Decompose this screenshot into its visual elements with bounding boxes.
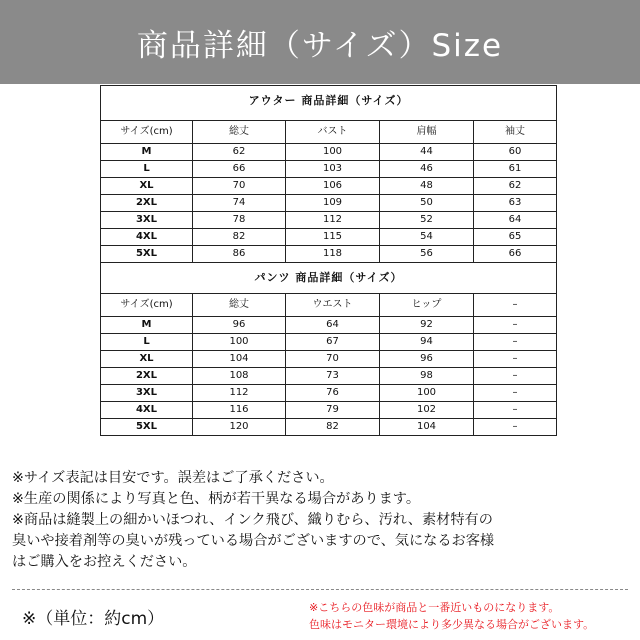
outer-column-header: 肩幅 xyxy=(380,121,474,144)
measurement-cell: – xyxy=(474,334,557,351)
measurement-cell: 118 xyxy=(286,246,380,263)
measurement-cell: 46 xyxy=(380,161,474,178)
size-table-container xyxy=(100,85,556,436)
measurement-cell: 74 xyxy=(193,195,286,212)
measurement-cell: – xyxy=(474,368,557,385)
table-row xyxy=(101,317,557,334)
size-label-cell: XL xyxy=(101,178,193,195)
measurement-cell: 64 xyxy=(474,212,557,229)
outer-column-header: 袖丈 xyxy=(474,121,557,144)
measurement-cell: – xyxy=(474,402,557,419)
size-label-cell: 3XL xyxy=(101,212,193,229)
table-row xyxy=(101,385,557,402)
unit-note: ※（単位：約cm） xyxy=(22,609,165,629)
table-row xyxy=(101,161,557,178)
notes xyxy=(12,468,632,573)
measurement-cell: 66 xyxy=(474,246,557,263)
measurement-cell: 96 xyxy=(193,317,286,334)
pants-column-header: 総丈 xyxy=(193,294,286,317)
size-label-cell: M xyxy=(101,317,193,334)
note-line: 臭いや接着剤等の臭いが残っている場合がございますので、気になるお客様 xyxy=(12,533,495,549)
pants-column-header: ヒップ xyxy=(380,294,474,317)
color-disclaimer xyxy=(309,599,594,633)
measurement-cell: 48 xyxy=(380,178,474,195)
table-row xyxy=(101,178,557,195)
measurement-cell: 70 xyxy=(193,178,286,195)
measurement-cell: 64 xyxy=(286,317,380,334)
table-row xyxy=(101,402,557,419)
header-banner xyxy=(0,0,640,84)
size-table xyxy=(100,85,557,436)
measurement-cell: 44 xyxy=(380,144,474,161)
measurement-cell: 67 xyxy=(286,334,380,351)
measurement-cell: – xyxy=(474,317,557,334)
outer-title-row xyxy=(101,86,557,117)
measurement-cell: 116 xyxy=(193,402,286,419)
color-note-line: ※こちらの色味が商品と一番近いものになります。 xyxy=(309,601,560,614)
note-line: はご購入をお控えください。 xyxy=(12,554,197,570)
measurement-cell: 63 xyxy=(474,195,557,212)
measurement-cell: 103 xyxy=(286,161,380,178)
pants-column-header: – xyxy=(474,294,557,317)
measurement-cell: 65 xyxy=(474,229,557,246)
table-row xyxy=(101,246,557,263)
size-label-cell: 2XL xyxy=(101,195,193,212)
table-row xyxy=(101,334,557,351)
measurement-cell: 73 xyxy=(286,368,380,385)
outer-column-header: バスト xyxy=(286,121,380,144)
table-row xyxy=(101,419,557,436)
measurement-cell: 54 xyxy=(380,229,474,246)
measurement-cell: 56 xyxy=(380,246,474,263)
measurement-cell: 60 xyxy=(474,144,557,161)
measurement-cell: 82 xyxy=(286,419,380,436)
color-note-line: 色味はモニター環境により多少異なる場合がございます。 xyxy=(309,618,595,631)
measurement-cell: 76 xyxy=(286,385,380,402)
table-row xyxy=(101,229,557,246)
table-row xyxy=(101,195,557,212)
outer-section-title: アウター 商品詳細（サイズ） xyxy=(101,86,557,117)
size-label-cell: 3XL xyxy=(101,385,193,402)
measurement-cell: – xyxy=(474,419,557,436)
measurement-cell: 62 xyxy=(474,178,557,195)
outer-header-row xyxy=(101,121,557,144)
measurement-cell: 82 xyxy=(193,229,286,246)
measurement-cell: 52 xyxy=(380,212,474,229)
size-label-cell: L xyxy=(101,334,193,351)
size-label-cell: 5XL xyxy=(101,246,193,263)
measurement-cell: 98 xyxy=(380,368,474,385)
measurement-cell: 100 xyxy=(380,385,474,402)
measurement-cell: 102 xyxy=(380,402,474,419)
size-label-cell: L xyxy=(101,161,193,178)
size-label-cell: 4XL xyxy=(101,402,193,419)
measurement-cell: 66 xyxy=(193,161,286,178)
pants-column-header: ウエスト xyxy=(286,294,380,317)
measurement-cell: 104 xyxy=(193,351,286,368)
outer-column-header: サイズ(cm) xyxy=(101,121,193,144)
measurement-cell: 120 xyxy=(193,419,286,436)
note-line: ※商品は縫製上の細かいほつれ、インク飛び、織りむら、汚れ、素材特有の xyxy=(12,512,493,528)
measurement-cell: – xyxy=(474,351,557,368)
size-label-cell: XL xyxy=(101,351,193,368)
table-row xyxy=(101,144,557,161)
page-title: 商品詳細（サイズ）Size xyxy=(136,27,504,64)
measurement-cell: 94 xyxy=(380,334,474,351)
measurement-cell: 115 xyxy=(286,229,380,246)
table-row xyxy=(101,351,557,368)
dashed-divider xyxy=(12,589,628,590)
measurement-cell: 112 xyxy=(193,385,286,402)
measurement-cell: 108 xyxy=(193,368,286,385)
measurement-cell: 109 xyxy=(286,195,380,212)
measurement-cell: 61 xyxy=(474,161,557,178)
measurement-cell: 100 xyxy=(193,334,286,351)
pants-section-title: パンツ 商品詳細（サイズ） xyxy=(101,263,557,294)
measurement-cell: 92 xyxy=(380,317,474,334)
measurement-cell: 78 xyxy=(193,212,286,229)
size-label-cell: M xyxy=(101,144,193,161)
measurement-cell: – xyxy=(474,385,557,402)
size-label-cell: 4XL xyxy=(101,229,193,246)
measurement-cell: 79 xyxy=(286,402,380,419)
measurement-cell: 70 xyxy=(286,351,380,368)
pants-title-row xyxy=(101,263,557,294)
size-label-cell: 2XL xyxy=(101,368,193,385)
table-row xyxy=(101,212,557,229)
note-line: ※サイズ表記は目安です。誤差はご了承ください。 xyxy=(12,470,334,486)
table-row xyxy=(101,368,557,385)
measurement-cell: 50 xyxy=(380,195,474,212)
measurement-cell: 112 xyxy=(286,212,380,229)
measurement-cell: 100 xyxy=(286,144,380,161)
measurement-cell: 62 xyxy=(193,144,286,161)
outer-column-header: 総丈 xyxy=(193,121,286,144)
measurement-cell: 96 xyxy=(380,351,474,368)
pants-column-header: サイズ(cm) xyxy=(101,294,193,317)
pants-header-row xyxy=(101,294,557,317)
measurement-cell: 104 xyxy=(380,419,474,436)
measurement-cell: 86 xyxy=(193,246,286,263)
note-line: ※生産の関係により写真と色、柄が若干異なる場合があります。 xyxy=(12,491,421,507)
size-label-cell: 5XL xyxy=(101,419,193,436)
measurement-cell: 106 xyxy=(286,178,380,195)
